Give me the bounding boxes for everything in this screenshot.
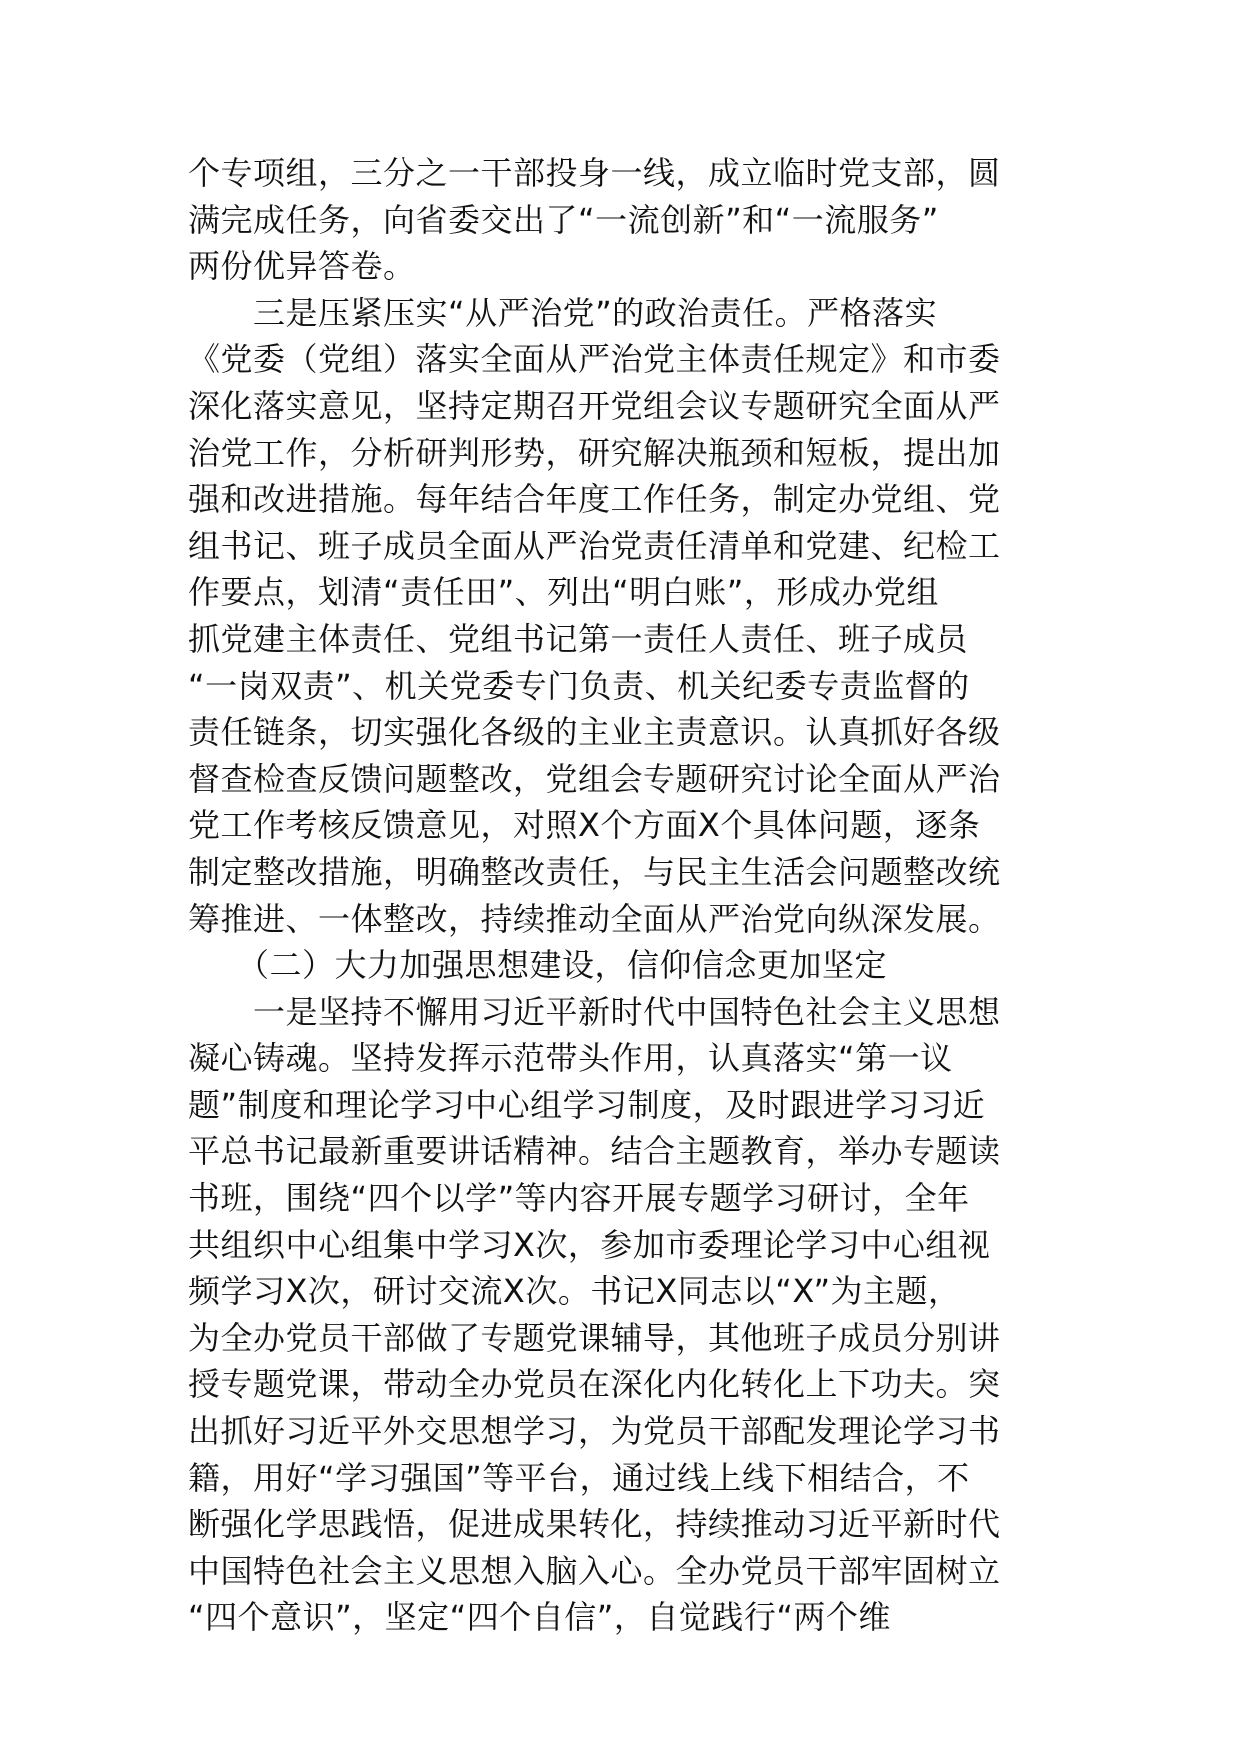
text-line: 出抓好习近平外交思想学习，为党员干部配发理论学习书 (188, 1412, 1001, 1451)
text-line: 督查检查反馈问题整改，党组会专题研究讨论全面从严治 (188, 759, 1001, 798)
text-line: 题”制度和理论学习中心组学习制度，及时跟进学习习近 (188, 1085, 986, 1124)
text-line: 凝心铸魂。坚持发挥示范带头作用，认真落实“第一议 (188, 1039, 953, 1078)
text-line: 断强化学思践悟，促进成果转化，持续推动习近平新时代 (188, 1505, 1001, 1544)
text-line: 频学习X次，研讨交流X次。书记X同志以“X”为主题， (188, 1272, 961, 1311)
text-line: 个专项组，三分之一干部投身一线，成立临时党支部，圆 (188, 154, 1001, 192)
text-line: 两份优异答卷。 (188, 247, 416, 286)
document-body (188, 150, 1052, 1641)
text-line: 责任链条，切实强化各级的主业主责意识。认真抓好各级 (188, 713, 1001, 752)
text-line: 《党委（党组）落实全面从严治党主体责任规定》和市委 (188, 340, 1001, 379)
text-line: 中国特色社会主义思想入脑入心。全办党员干部牢固树立 (188, 1551, 1001, 1590)
text-line: 制定整改措施，明确整改责任，与民主生活会问题整改统 (188, 852, 1001, 891)
text-line: 治党工作，分析研判形势，研究解决瓶颈和短板，提出加 (188, 433, 1001, 472)
text-line: 书班，围绕“四个以学”等内容开展专题学习研讨，全年 (188, 1179, 970, 1218)
text-line: 强和改进措施。每年结合年度工作任务，制定办党组、党 (188, 480, 1001, 519)
text-line: 满完成任务，向省委交出了“一流创新”和“一流服务” (188, 200, 939, 239)
text-line: 平总书记最新重要讲话精神。结合主题教育，举办专题读 (188, 1132, 1001, 1171)
section-heading: （二）大力加强思想建设，信仰信念更加坚定 (188, 946, 888, 985)
text-line: 深化落实意见，坚持定期召开党组会议专题研究全面从严 (188, 386, 1001, 425)
text-line: 党工作考核反馈意见，对照X个方面X个具体问题，逐条 (188, 806, 981, 845)
text-line: 籍，用好“学习强国”等平台，通过线上线下相结合，不 (188, 1458, 970, 1497)
text-line: 三是压紧压实“从严治党”的政治责任。严格落实 (188, 293, 938, 332)
text-line: 共组织中心组集中学习X次，参加市委理论学习中心组视 (188, 1225, 991, 1264)
text-line: “一岗双责”、机关党委专门负责、机关纪委专责监督的 (188, 666, 970, 705)
text-line: 授专题党课，带动全办党员在深化内化转化上下功夫。突 (188, 1365, 1001, 1404)
text-line: 抓党建主体责任、党组书记第一责任人责任、班子成员 (188, 619, 969, 658)
text-line: 一是坚持不懈用习近平新时代中国特色社会主义思想 (188, 992, 1001, 1031)
text-line: “四个意识”，坚定“四个自信”，自觉践行“两个维 (188, 1598, 891, 1637)
text-line: 组书记、班子成员全面从严治党责任清单和党建、纪检工 (188, 526, 1001, 565)
text-line: 作要点，划清“责任田”、列出“明白账”，形成办党组 (188, 573, 939, 612)
text-line: 为全办党员干部做了专题党课辅导，其他班子成员分别讲 (188, 1318, 1001, 1357)
text-line: 筹推进、一体整改，持续推动全面从严治党向纵深发展。 (188, 899, 1001, 938)
